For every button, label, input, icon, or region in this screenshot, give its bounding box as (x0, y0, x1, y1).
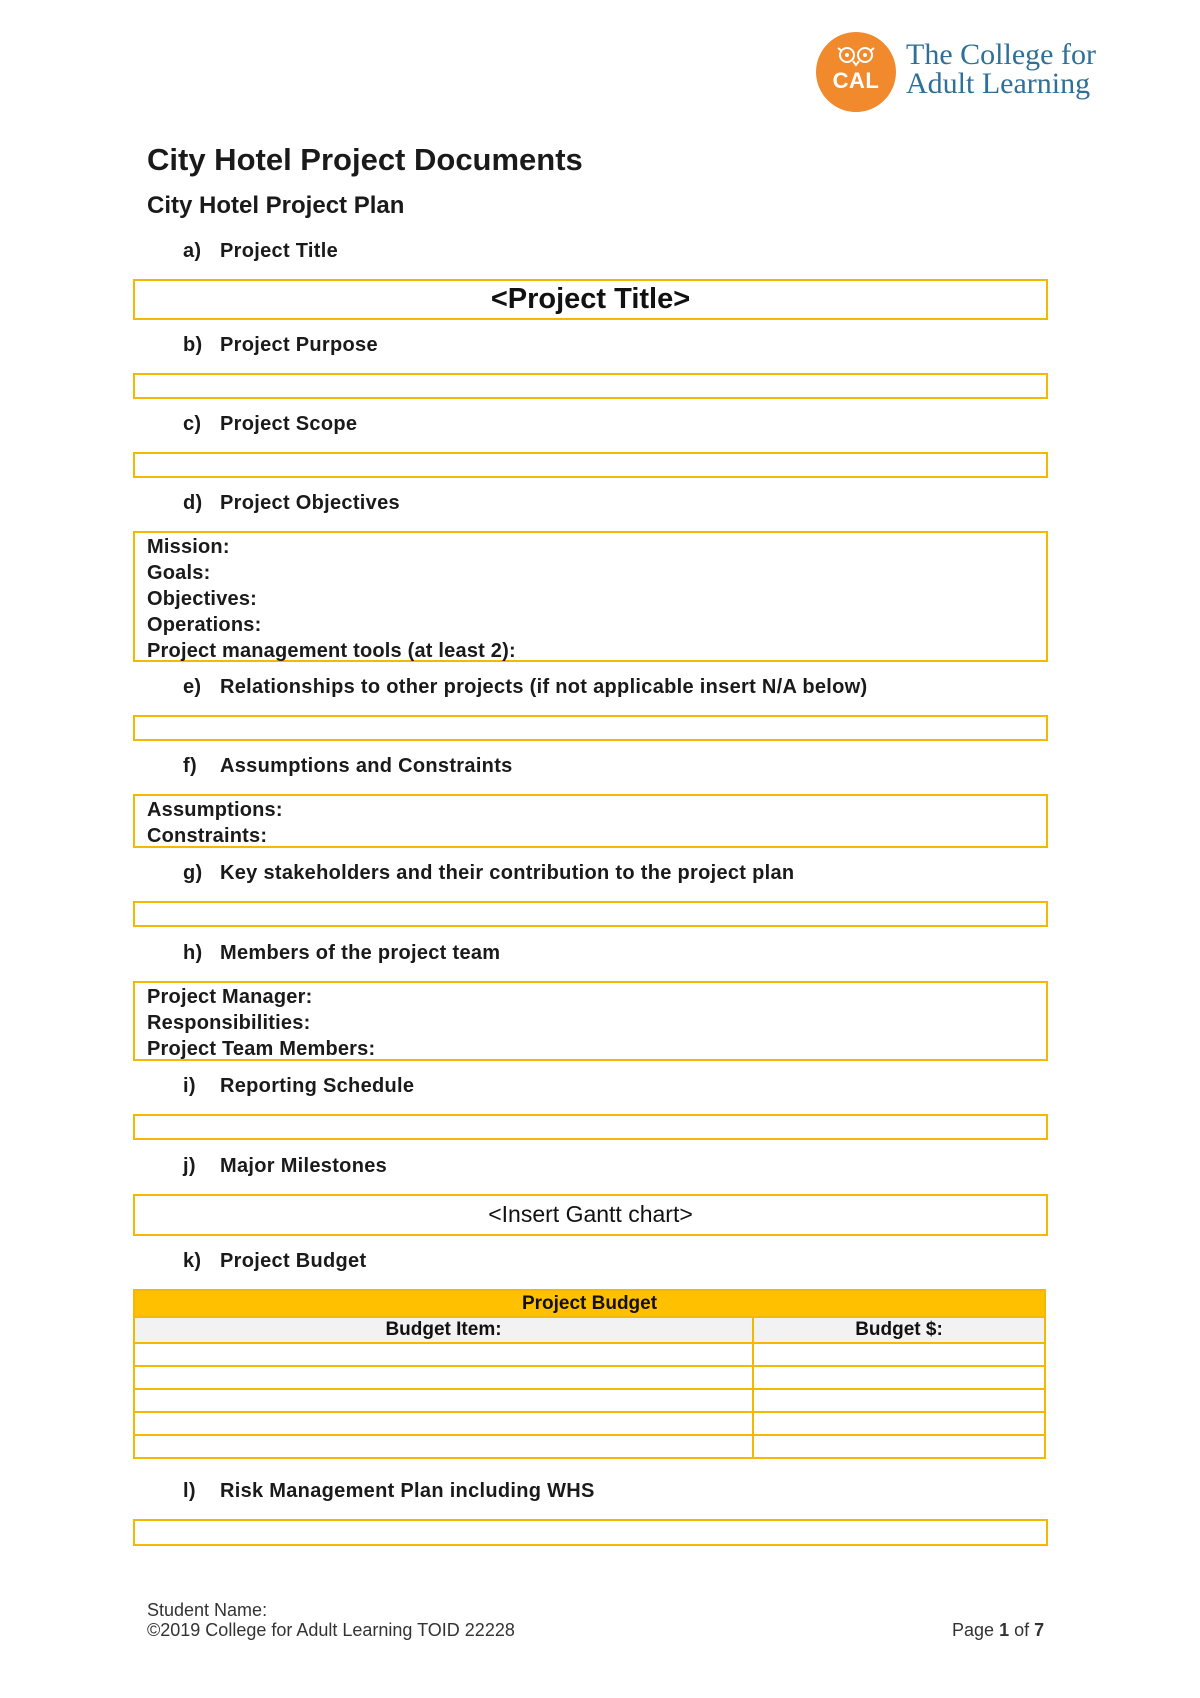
assumptions-label: Assumptions: (147, 799, 283, 821)
budget-amount-cell[interactable] (753, 1412, 1045, 1435)
section-l-heading: l) Risk Management Plan including WHS (183, 1480, 595, 1502)
section-i-heading: i) Reporting Schedule (183, 1075, 415, 1097)
budget-table-title: Project Budget (134, 1290, 1045, 1317)
team-lines (135, 983, 1046, 1063)
objectives-mission-label: Mission: (147, 536, 230, 558)
project-manager-label: Project Manager: (147, 986, 313, 1008)
college-name (906, 40, 1096, 98)
reporting-schedule-field[interactable] (133, 1114, 1048, 1140)
budget-table (133, 1289, 1046, 1459)
section-j-heading: j) Major Milestones (183, 1155, 388, 1177)
section-f-heading: f) Assumptions and Constraints (183, 755, 513, 777)
stakeholders-field[interactable] (133, 901, 1048, 927)
project-title-field[interactable] (133, 279, 1048, 320)
footer-student-name: Student Name: (147, 1600, 268, 1620)
budget-item-cell[interactable] (134, 1389, 753, 1412)
assumptions-constraints-field[interactable] (133, 794, 1048, 848)
objectives-tools-label: Project management tools (at least 2): (147, 640, 516, 662)
budget-item-cell[interactable] (134, 1412, 753, 1435)
cal-badge (816, 32, 896, 112)
project-team-field[interactable] (133, 981, 1048, 1061)
budget-item-cell[interactable] (134, 1435, 753, 1458)
budget-amount-cell[interactable] (753, 1366, 1045, 1389)
project-purpose-field[interactable] (133, 373, 1048, 399)
project-objectives-field[interactable] (133, 531, 1048, 662)
milestones-field[interactable] (133, 1194, 1048, 1236)
document-subtitle: City Hotel Project Plan (147, 192, 405, 219)
responsibilities-label: Responsibilities: (147, 1012, 311, 1034)
section-c-heading: c) Project Scope (183, 413, 358, 435)
objectives-lines (135, 533, 1046, 665)
section-a-heading: a) Project Title (183, 240, 339, 262)
section-h-heading: h) Members of the project team (183, 942, 501, 964)
budget-amount-header: Budget $: (753, 1317, 1045, 1343)
constraints-label: Constraints: (147, 825, 268, 847)
section-g-heading: g) Key stakeholders and their contribution to the project plan (183, 862, 795, 884)
table-row (134, 1366, 1045, 1389)
section-b-heading: b) Project Purpose (183, 334, 378, 356)
table-row (134, 1412, 1045, 1435)
total-pages: 7 (1034, 1620, 1045, 1640)
budget-item-cell[interactable] (134, 1366, 753, 1389)
objectives-operations-label: Operations: (147, 614, 262, 636)
objectives-goals-label: Goals: (147, 562, 211, 584)
college-name-line1: The College for (906, 38, 1096, 71)
assumptions-lines (135, 796, 1046, 850)
college-name-line2: Adult Learning (906, 67, 1091, 100)
college-logo (816, 32, 1116, 112)
footer-copyright: ©2019 College for Adult Learning TOID 22228 (147, 1620, 515, 1640)
section-e-heading: e) Relationships to other projects (if not applicable insert N/A below) (183, 676, 868, 698)
owl-icon (834, 44, 878, 70)
cal-badge-text: CAL (832, 68, 880, 93)
budget-amount-cell[interactable] (753, 1389, 1045, 1412)
budget-item-cell[interactable] (134, 1343, 753, 1366)
section-k-heading: k) Project Budget (183, 1250, 367, 1272)
page-number: Page 1 of 7 (952, 1620, 1045, 1640)
table-row (134, 1389, 1045, 1412)
document-title: City Hotel Project Documents (147, 142, 583, 177)
team-members-label: Project Team Members: (147, 1038, 376, 1060)
current-page: 1 (999, 1620, 1010, 1640)
budget-item-header: Budget Item: (134, 1317, 753, 1343)
table-row (134, 1343, 1045, 1366)
project-title-placeholder: <Project Title> (490, 283, 691, 315)
relationships-field[interactable] (133, 715, 1048, 741)
budget-amount-cell[interactable] (753, 1343, 1045, 1366)
budget-amount-cell[interactable] (753, 1435, 1045, 1458)
gantt-chart-placeholder: <Insert Gantt chart> (488, 1201, 693, 1227)
objectives-objectives-label: Objectives: (147, 588, 258, 610)
project-scope-field[interactable] (133, 452, 1048, 478)
risk-management-field[interactable] (133, 1519, 1048, 1546)
section-d-heading: d) Project Objectives (183, 492, 400, 514)
table-row (134, 1435, 1045, 1458)
